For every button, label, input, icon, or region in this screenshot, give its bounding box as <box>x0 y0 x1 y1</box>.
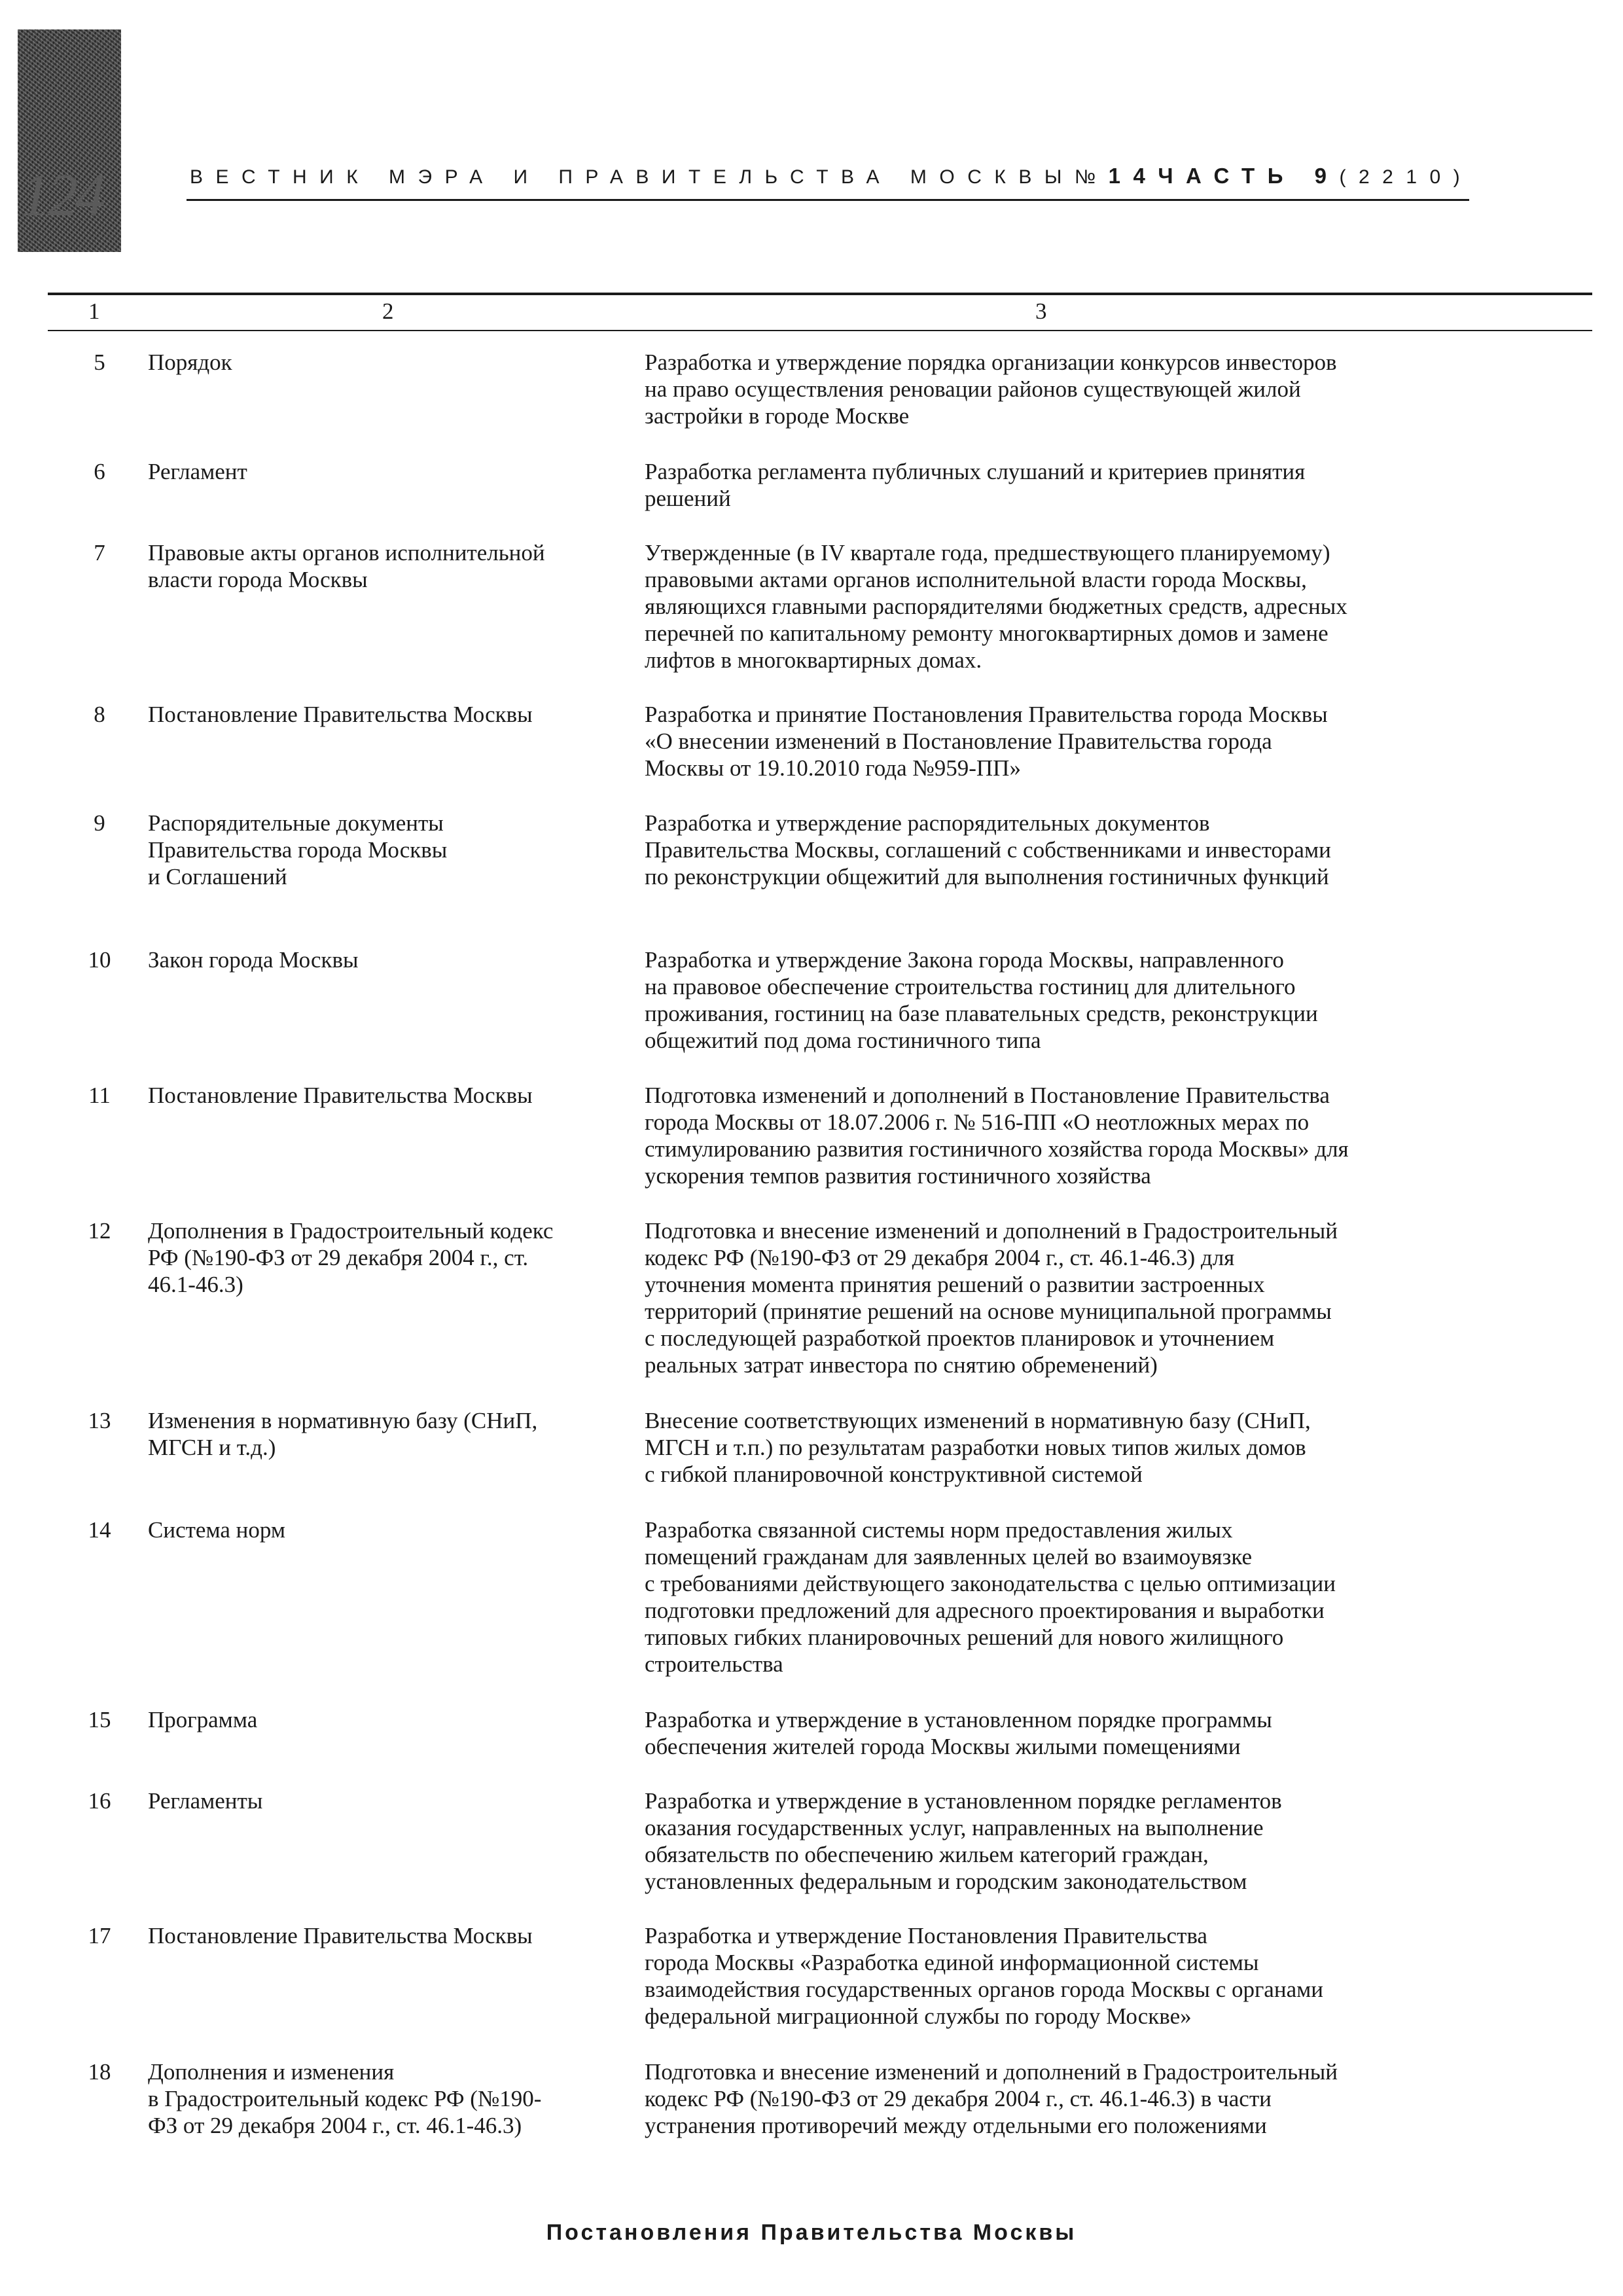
document-type: Распорядительные документы Правительства города Москвы и Соглашений <box>148 810 448 889</box>
issue-prefix: № <box>1074 166 1109 188</box>
measure-description: Разработка и принятие Постановления Правительства города Москвы «О внесении изменений в Постановление Правительства города Москвы от 19.10.2010 года №959-ПП» <box>645 702 1328 781</box>
section-footer: Постановления Правительства Москвы <box>546 2220 1077 2245</box>
measure-description: Утвержденные (в IV квартале года, предшествующего планируемому) правовыми актами органов исполнительной власти города Москвы, являющихся главными распорядителями бюджетных средств, адресных перечней по капитальному ремонту многоквартирных домов и замене лифтов в многоквартирных домах. <box>645 540 1347 673</box>
publication-title: ВЕСТНИК МЭРА И ПРАВИТЕЛЬСТВА МОСКВЫ <box>190 166 1075 188</box>
row-number: 9 <box>94 810 105 836</box>
document-type: Дополнения в Градостроительный кодекс РФ (№190-ФЗ от 29 декабря 2004 г., ст. 46.1-46.3) <box>148 1218 554 1297</box>
document-type: Закон города Москвы <box>148 947 359 973</box>
measure-description: Подготовка изменений и дополнений в Постановление Правительства города Москвы от 18.07.2006 г. № 516-ПП «О неотложных мерах по стимулированию развития гостиничного хозяйства города Москвы» для ускорения темпов развития гостиничного хозяйства <box>645 1083 1349 1189</box>
column-header-3: 3 <box>1035 298 1047 324</box>
document-type: Система норм <box>148 1517 285 1543</box>
row-number: 13 <box>88 1408 111 1433</box>
measure-description: Разработка и утверждение распорядительных документов Правительства Москвы, соглашений с собственниками и инвесторами по реконструкции общежитий для выполнения гостиничных функций <box>645 810 1331 889</box>
measure-description: Разработка и утверждение Закона города Москвы, направленного на правовое обеспечение строительства гостиниц для длительного проживания, гостиниц на базе плавательных средств, реконструкции общежитий под дома гостиничного типа <box>645 947 1318 1053</box>
row-number: 18 <box>88 2059 111 2085</box>
row-number: 16 <box>88 1788 111 1814</box>
measure-description: Разработка связанной системы норм предоставления жилых помещений гражданам для заявленных целей во взаимоувязке с требованиями действующего законодательства с целью оптимизации подготовки предложений для адресного проектирования и выработки типовых гибких планировочных решений для нового жилищного строительства <box>645 1517 1336 1677</box>
document-type: Постановление Правительства Москвы <box>148 1923 533 1948</box>
measure-description: Разработка и утверждение в установленном порядке регламентов оказания государственных услуг, направленных на выполнение обязательств по обеспечению жильем категорий граждан, установленных федеральным и городским законодательством <box>645 1788 1282 1894</box>
document-type: Правовые акты органов исполнительной власти города Москвы <box>148 540 545 592</box>
row-number: 12 <box>88 1218 111 1244</box>
row-number: 8 <box>94 702 105 727</box>
issue-number: 14 <box>1108 164 1158 188</box>
column-header-2: 2 <box>382 298 394 324</box>
row-number: 5 <box>94 350 105 375</box>
row-number: 10 <box>88 947 111 973</box>
document-type: Порядок <box>148 350 232 375</box>
document-type: Дополнения и изменения в Градостроительный кодекс РФ (№190- ФЗ от 29 декабря 2004 г., ст. 46.1-46.3) <box>148 2059 542 2138</box>
document-type: Программа <box>148 1707 258 1732</box>
document-type: Регламент <box>148 459 247 484</box>
row-number: 14 <box>88 1517 111 1543</box>
row-number: 15 <box>88 1707 111 1732</box>
measure-description: Внесение соответствующих изменений в нормативную базу (СНиП, МГСН и т.п.) по результатам разработки новых типов жилых домов с гибкой планировочной конструктивной системой <box>645 1408 1311 1487</box>
measure-description: Разработка и утверждение в установленном порядке программы обеспечения жителей города Москвы жилыми помещениями <box>645 1707 1272 1759</box>
document-type: Постановление Правительства Москвы <box>148 702 533 727</box>
measure-description: Подготовка и внесение изменений и дополнений в Градостроительный кодекс РФ (№190-ФЗ от 29 декабря 2004 г., ст. 46.1-46.3) в части устранения противоречий между отдельными его положениями <box>645 2059 1338 2138</box>
measure-description: Разработка и утверждение Постановления Правительства города Москвы «Разработка единой информационной системы взаимодействия государственных органов города Москвы с органами федеральной миграционной службы по городу Москве» <box>645 1923 1323 2029</box>
document-type: Изменения в нормативную базу (СНиП, МГСН и т.д.) <box>148 1408 538 1460</box>
part-label: ЧАСТЬ 9 <box>1158 164 1340 188</box>
document-type: Постановление Правительства Москвы <box>148 1083 533 1108</box>
row-number: 6 <box>94 459 105 484</box>
page-number: 124 <box>20 162 103 228</box>
row-number: 11 <box>88 1083 111 1108</box>
document-type: Регламенты <box>148 1788 263 1814</box>
measure-description: Подготовка и внесение изменений и дополнений в Градостроительный кодекс РФ (№190-ФЗ от 29 декабря 2004 г., ст. 46.1-46.3) для уточнения момента принятия решений о развитии застроенных территорий (принятие решений на основе муниципальной программы с последующей разработкой проектов планировок и уточнением реальных затрат инвестора по снятию обременений) <box>645 1218 1338 1378</box>
row-number: 17 <box>88 1923 111 1948</box>
issue-serial: (2210) <box>1339 166 1473 188</box>
measure-description: Разработка и утверждение порядка организации конкурсов инвесторов на право осуществления реновации районов существующей жилой застройки в городе Москве <box>645 350 1337 429</box>
row-number: 7 <box>94 540 105 565</box>
column-header-1: 1 <box>88 298 100 324</box>
measure-description: Разработка регламента публичных слушаний и критериев принятия решений <box>645 459 1306 511</box>
